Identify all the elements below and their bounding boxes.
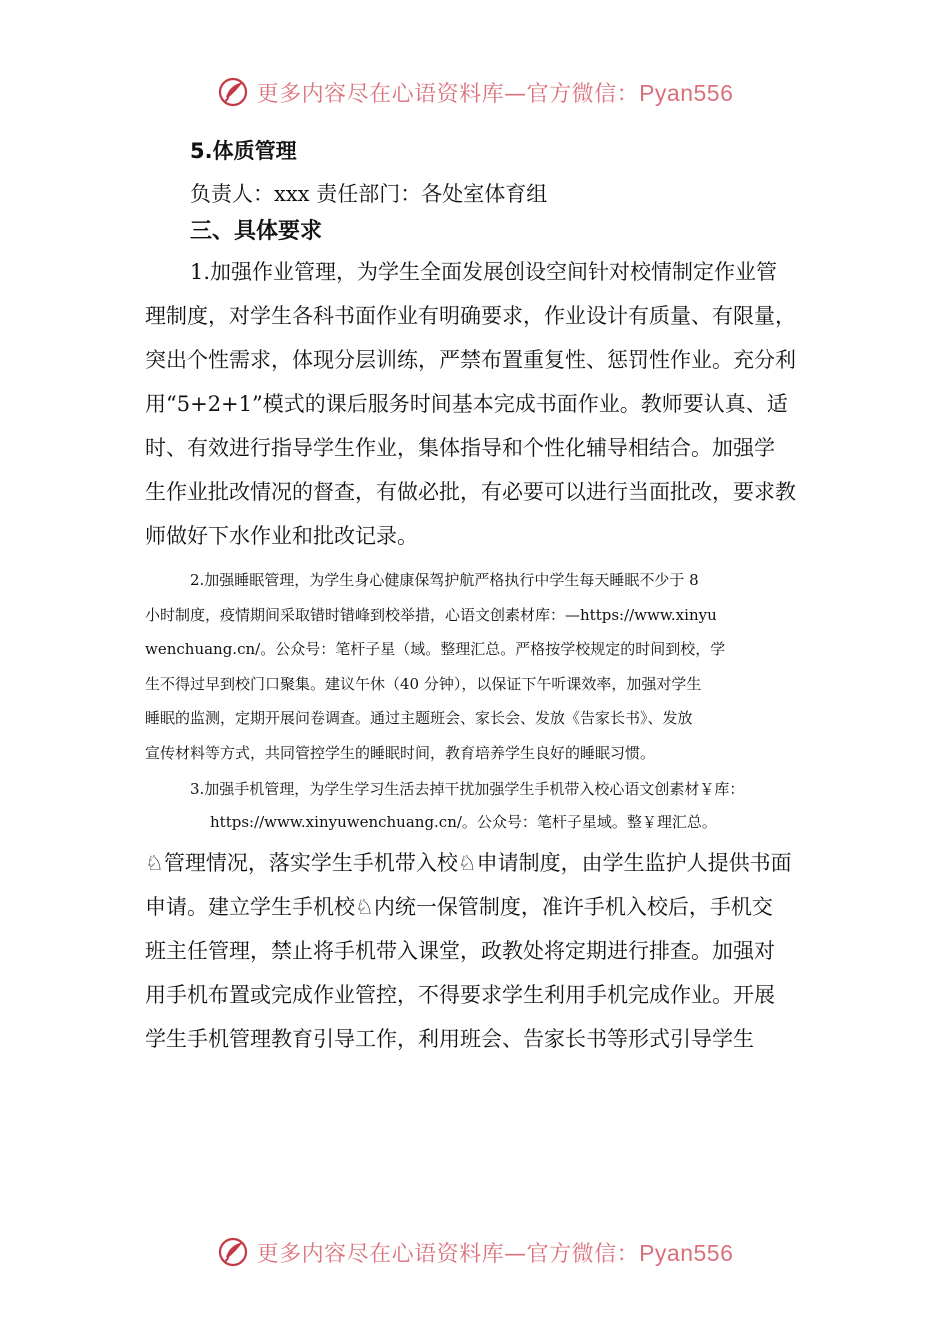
quill-heart-logo-icon bbox=[217, 1236, 249, 1268]
paragraph-sleep bbox=[145, 563, 810, 770]
quill-heart-logo-icon bbox=[217, 76, 249, 108]
paragraph-phone-management bbox=[145, 841, 810, 1061]
text-line: 2.加强睡眠管理，为学生身心健康保驾护航严格执行中学生每天睡眠不少于 8 bbox=[190, 571, 699, 589]
text-line: 小时制度，疫情期间采取错时错峰到校举措，心语文创素材库：—https://www.xinyu bbox=[145, 605, 717, 624]
paragraph-phone-intro bbox=[145, 773, 845, 839]
text-line: 3.加强手机管理，为学生学习生活去掉干扰加强学生手机带入校心语文创素材￥库： bbox=[190, 780, 745, 798]
text-line: ♘管理情况，落实学生手机带入校♘申请制度，由学生监护人提供书面 bbox=[145, 851, 792, 875]
text-line: 1.加强作业管理，为学生全面发展创设空间针对校情制定作业管 bbox=[190, 260, 778, 284]
text-line: 班主任管理，禁止将手机带入课堂，政教处将定期进行排查。加强对 bbox=[145, 939, 775, 963]
footer-banner bbox=[0, 1232, 950, 1272]
text-line: 师做好下水作业和批改记录。 bbox=[145, 524, 418, 548]
text-line: 学生手机管理教育引导工作，利用班会、告家长书等形式引导学生 bbox=[145, 1027, 754, 1051]
wechat-handle: Pyan556 bbox=[639, 79, 734, 106]
text-line: 申请。建立学生手机校♘内统一保管制度，准许手机入校后，手机交 bbox=[145, 895, 773, 919]
text-line: 生不得过早到校门口聚集。建议午休（40 分钟），以保证下午听课效率，加强对学生 bbox=[145, 674, 702, 693]
banner-text: 更多内容尽在心语资料库—官方微信：Pyan556 bbox=[256, 1239, 734, 1267]
text-line: 睡眠的监测，定期开展问卷调查。通过主题班会、家长会、发放《告家长书》、发放 bbox=[145, 709, 693, 727]
section-5-heading: 5.体质管理 bbox=[190, 139, 297, 163]
wechat-handle: Pyan556 bbox=[639, 1239, 734, 1266]
text-line: 生作业批改情况的督查，有做必批，有必要可以进行当面批改，要求教 bbox=[145, 480, 796, 504]
text-line: 突出个性需求，体现分层训练，严禁布置重复性、惩罚性作业。充分利 bbox=[145, 348, 796, 372]
text-line: https://www.xinyuwenchuang.cn/。公众号：笔杆子星域。整￥理汇总。 bbox=[210, 813, 717, 831]
text-line: 用“5+2+1”模式的课后服务时间基本完成书面作业。教师要认真、适 bbox=[145, 392, 788, 416]
text-line: 用手机布置或完成作业管控，不得要求学生利用手机完成作业。开展 bbox=[145, 983, 775, 1007]
text-line: 理制度，对学生各科书面作业有明确要求，作业设计有质量、有限量， bbox=[145, 304, 796, 328]
header-banner bbox=[0, 72, 950, 112]
text-line: wenchuang.cn/。公众号：笔杆子星（域。整理汇总。严格按学校规定的时间到校，学 bbox=[145, 640, 726, 658]
section-3-heading: 三、具体要求 bbox=[190, 219, 323, 244]
section-5-owner-line: 负责人：xxx 责任部门：各处室体育组 bbox=[190, 182, 548, 206]
paragraph-homework bbox=[145, 250, 810, 558]
banner-text: 更多内容尽在心语资料库—官方微信：Pyan556 bbox=[256, 79, 734, 107]
text-line: 时、有效进行指导学生作业，集体指导和个性化辅导相结合。加强学 bbox=[145, 436, 775, 460]
text-line: 宣传材料等方式，共同管控学生的睡眠时间，教育培养学生良好的睡眠习惯。 bbox=[145, 743, 656, 762]
